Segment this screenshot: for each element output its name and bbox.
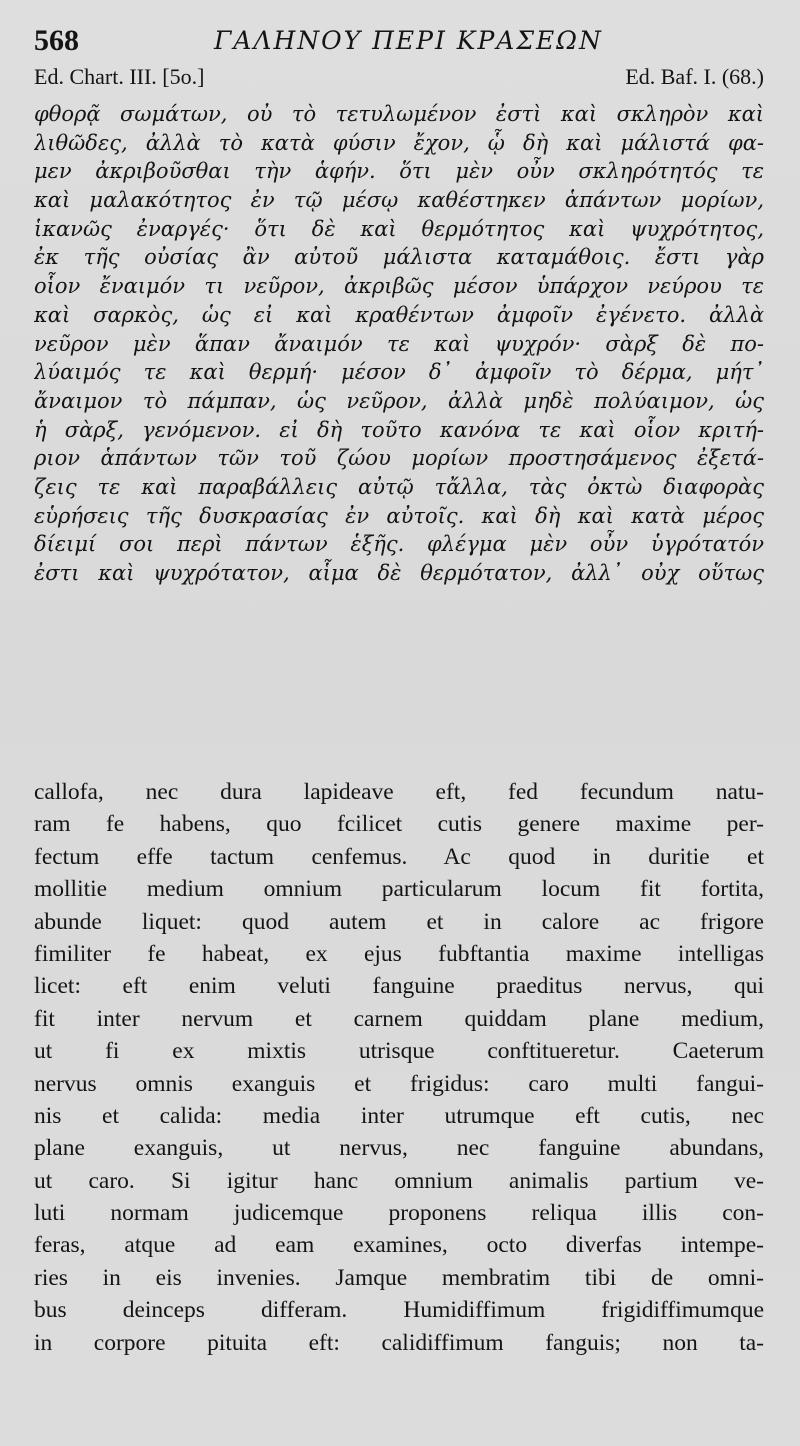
- latin-line: ries in eis invenies. Jamque membratim tibi de omni-: [34, 1264, 764, 1291]
- greek-line: καὶ μαλακότητος ἐν τῷ μέσῳ καθέστηκεν ἁπάντων μορίων,: [34, 188, 764, 213]
- greek-line: ἱκανῶς ἐναργές· ὅτι δὲ καὶ θερμότητος καὶ ψυχρότητος,: [34, 216, 764, 241]
- latin-line: ram fe habens, quo fcilicet cutis genere maxime per-: [34, 811, 764, 838]
- greek-line: ριον ἁπάντων τῶν τοῦ ζώου μορίων προστησάμενος ἐξετά-: [34, 446, 764, 471]
- edition-reference-right: Ed. Baf. I. (68.): [625, 64, 764, 89]
- greek-line: νεῦρον μὲν ἅπαν ἄναιμόν τε καὶ ψυχρόν· σὰρξ δὲ πο-: [34, 331, 764, 356]
- latin-line: fectum effe tactum cenfemus. Ac quod in duritie et: [34, 843, 764, 870]
- latin-line: bus deinceps differam. Humidiffimum frigidiffimumque: [34, 1297, 764, 1324]
- latin-line: in corpore pituita eft: calidiffimum fanguis; non ta-: [34, 1329, 764, 1356]
- latin-line: mollitie medium omnium particularum locum fit fortita,: [34, 876, 764, 903]
- latin-line: feras, atque ad eam examines, octo diverfas intempe-: [34, 1232, 764, 1259]
- greek-line: λιθῶδες, ἀλλὰ τὸ κατὰ φύσιν ἔχον, ᾧ δὴ καὶ μάλιστά φα-: [34, 130, 764, 155]
- greek-line: δίειμί σοι περὶ πάντων ἑξῆς. φλέγμα μὲν οὖν ὑγρότατόν: [34, 532, 764, 557]
- greek-line: εὑρήσεις τῆς δυσκρασίας ἐν αὐτοῖς. καὶ δὴ καὶ κατὰ μέρος: [34, 503, 764, 528]
- latin-line: ut caro. Si igitur hanc omnium animalis partium ve-: [34, 1167, 764, 1194]
- running-title: ΓΑΛΗΝΟΥ ΠΕΡΙ ΚΡΑΣΕΩΝ: [214, 26, 603, 55]
- greek-line: ἡ σὰρξ, γενόμενον. εἰ δὴ τοῦτο κανόνα τε καὶ οἷον κριτή-: [34, 417, 764, 442]
- greek-line: μεν ἀκριβοῦσθαι τὴν ἁφήν. ὅτι μὲν οὖν σκληρότητός τε: [34, 159, 764, 184]
- greek-line: λύαιμός τε καὶ θερμή· μέσον δ᾽ ἀμφοῖν τὸ δέρμα, μήτ᾽: [34, 360, 764, 385]
- latin-line: ut fi ex mixtis utrisque conftitueretur. Caeterum: [34, 1038, 764, 1065]
- latin-line: nis et calida: media inter utrumque eft cutis, nec: [34, 1102, 764, 1129]
- latin-line: licet: eft enim veluti fanguine praeditus nervus, qui: [34, 973, 764, 1000]
- latin-line: fimiliter fe habeat, ex ejus fubftantia maxime intelligas: [34, 940, 764, 967]
- latin-text-block: [34, 776, 764, 1359]
- page-number: 568: [34, 24, 79, 57]
- greek-line: φθορᾷ σωμάτων, οὐ τὸ τετυλωμένον ἐστὶ καὶ σκληρὸν καὶ: [34, 102, 764, 126]
- latin-line: abunde liquet: quod autem et in calore ac frigore: [34, 908, 764, 935]
- greek-text-block: [34, 100, 764, 588]
- greek-line: οἷον ἔναιμόν τι νεῦρον, ἀκριβῶς μέσον ὑπάρχον νεύρου τε: [34, 274, 764, 299]
- greek-line: ἐκ τῆς οὐσίας ἂν αὐτοῦ μάλιστα καταμάθοις. ἔστι γὰρ: [34, 245, 764, 270]
- latin-line: plane exanguis, ut nervus, nec fanguine abundans,: [34, 1135, 764, 1162]
- latin-line: callofa, nec dura lapideave eft, fed fecundum natu-: [34, 779, 764, 805]
- greek-line: ζεις τε καὶ παραβάλλεις αὐτῷ τἄλλα, τὰς ὀκτὼ διαφορὰς: [34, 474, 764, 499]
- greek-line: ἄναιμον τὸ πάμπαν, ὡς νεῦρον, ἀλλὰ μηδὲ πολύαιμον, ὡς: [34, 388, 764, 413]
- edition-references: [34, 64, 764, 94]
- latin-line: luti normam judicemque proponens reliqua illis con-: [34, 1200, 764, 1227]
- latin-line: nervus omnis exanguis et frigidus: caro multi fangui-: [34, 1070, 764, 1097]
- greek-line: ἐστι καὶ ψυχρότατον, αἷμα δὲ θερμότατον, ἀλλ᾽ οὐχ οὕτως: [34, 561, 764, 585]
- edition-reference-left: Ed. Chart. III. [5o.]: [34, 64, 205, 89]
- page-header: [34, 18, 774, 58]
- latin-line: fit inter nervum et carnem quiddam plane medium,: [34, 1005, 764, 1032]
- greek-line: καὶ σαρκὸς, ὡς εἰ καὶ κραθέντων ἀμφοῖν ἐγένετο. ἀλλὰ: [34, 302, 764, 327]
